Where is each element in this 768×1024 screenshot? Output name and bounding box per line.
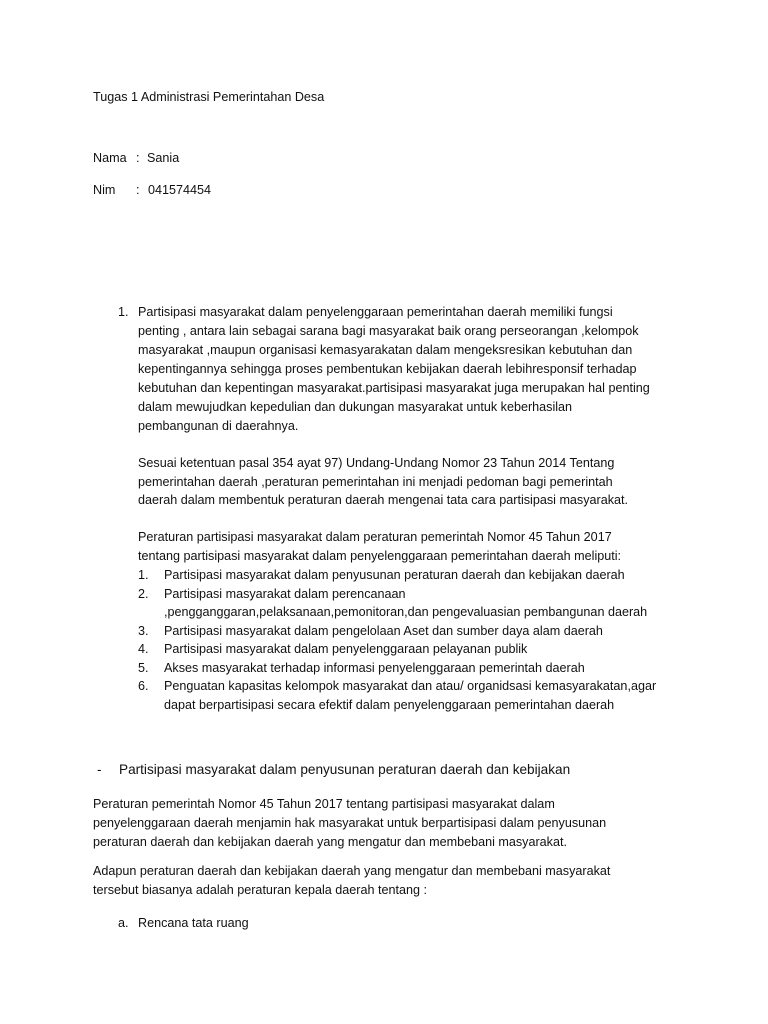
- scope-paragraph: [138, 528, 621, 565]
- legal-basis-paragraph: [138, 454, 628, 510]
- nim-value: 041574454: [148, 183, 212, 197]
- main-paragraph-line: masyarakat ,maupun organisasi kemasyarakatan dalam mengeksresikan kebutuhan dan: [138, 343, 633, 357]
- regional-policy-line: tersebut biasanya adalah peraturan kepala daerah tentang :: [93, 883, 427, 897]
- list-item-text: [164, 640, 527, 659]
- scope-line: tentang partisipasi masyarakat dalam penyelenggaraan pemerintahan daerah meliputi:: [138, 548, 622, 563]
- alpha-list-text: Rencana tata ruang: [138, 916, 249, 930]
- list-item-number: 3.: [138, 623, 149, 638]
- list-item-line: Partisipasi masyarakat dalam penyusunan peraturan daerah dan kebijakan daerah: [164, 568, 625, 582]
- nim-colon: :: [136, 183, 140, 197]
- main-paragraph-line: pembangunan di daerahnya.: [138, 419, 299, 433]
- alpha-list-item: [118, 914, 249, 933]
- regulation-line: peraturan daerah dan kebijakan daerah yang mengatur dan membebani masyarakat.: [93, 835, 567, 849]
- nim-label: Nim: [93, 183, 116, 197]
- list-item-text: [164, 585, 647, 622]
- main-list-number: 1.: [118, 305, 129, 319]
- list-item-text: [164, 566, 625, 585]
- alpha-list-letter: a.: [118, 916, 129, 930]
- main-paragraph-line: penting , antara lain sebagai sarana bagi masyarakat baik orang perseorangan ,kelompok: [138, 324, 639, 338]
- heading-text: Partisipasi masyarakat dalam penyusunan peraturan daerah dan kebijakan: [119, 762, 571, 777]
- list-item-number: 1.: [138, 568, 149, 582]
- list-item-text: [164, 622, 603, 641]
- regulation-line: Peraturan pemerintah Nomor 45 Tahun 2017 tentang partisipasi masyarakat dalam: [93, 797, 555, 811]
- list-item-line: Partisipasi masyarakat dalam penyelenggaraan pelayanan publik: [164, 642, 528, 656]
- regulation-line: penyelenggaraan daerah menjamin hak masyarakat untuk berpartisipasi dalam penyusunan: [93, 816, 607, 830]
- main-paragraph: [138, 303, 698, 436]
- legal-basis-line: pemerintahan daerah ,peraturan pemerintahan ini menjadi pedoman bagi pemerintah: [138, 474, 613, 489]
- name-label: Nama: [93, 151, 127, 165]
- name-colon: :: [136, 151, 140, 165]
- legal-basis-line: Sesuai ketentuan pasal 354 ayat 97) Undang-Undang Nomor 23 Tahun 2014 Tentang: [138, 456, 615, 470]
- regional-policy-paragraph: [93, 862, 610, 900]
- list-item-text: [164, 659, 585, 678]
- list-item-line: Partisipasi masyarakat dalam perencanaan: [164, 586, 406, 601]
- section-heading: [97, 761, 570, 780]
- list-item-text: [164, 677, 656, 714]
- scope-line: Peraturan partisipasi masyarakat dalam peraturan pemerintah Nomor 45 Tahun 2017: [138, 530, 612, 544]
- main-paragraph-line: Partisipasi masyarakat dalam penyelenggaraan pemerintahan daerah memiliki fungsi: [138, 305, 613, 319]
- main-paragraph-line: kebutuhan dan kepentingan masyarakat.partisipasi masyarakat juga merupakan hal penting: [138, 381, 650, 395]
- list-item-line: Akses masyarakat terhadap informasi penyelenggaraan pemerintah daerah: [164, 660, 585, 675]
- main-paragraph-line: dalam mewujudkan kepedulian dan dukungan masyarakat untuk keberhasilan: [138, 400, 573, 414]
- legal-basis-line: daerah dalam membentuk peraturan daerah mengenai tata cara partisipasi masyarakat.: [138, 493, 629, 507]
- document-title: Tugas 1 Administrasi Pemerintahan Desa: [93, 90, 325, 104]
- list-item-number: 2.: [138, 586, 149, 601]
- list-item-number: 4.: [138, 642, 149, 656]
- list-item-line: Penguatan kapasitas kelompok masyarakat dan atau/ organidsasi kemasyarakatan,agar: [164, 679, 657, 693]
- list-item-number: 6.: [138, 679, 149, 693]
- list-item-line: dapat berpartisipasi secara efektif dalam penyelenggaraan pemerintahan daerah: [164, 697, 615, 712]
- regulation-paragraph: [93, 795, 606, 852]
- regional-policy-line: Adapun peraturan daerah dan kebijakan daerah yang mengatur dan membebani masyarakat: [93, 864, 611, 878]
- list-item-line: Partisipasi masyarakat dalam pengelolaan Aset dan sumber daya alam daerah: [164, 623, 603, 638]
- heading-dash: -: [97, 762, 102, 777]
- list-item-number: 5.: [138, 660, 149, 675]
- main-paragraph-line: kepentingannya sehingga proses pembentukan kebijakan daerah lebihresponsif terhadap: [138, 362, 637, 376]
- name-value: Sania: [147, 151, 180, 165]
- list-item-line: ,pengganggaran,pelaksanaan,pemonitoran,dan pengevaluasian pembangunan daerah: [164, 605, 648, 619]
